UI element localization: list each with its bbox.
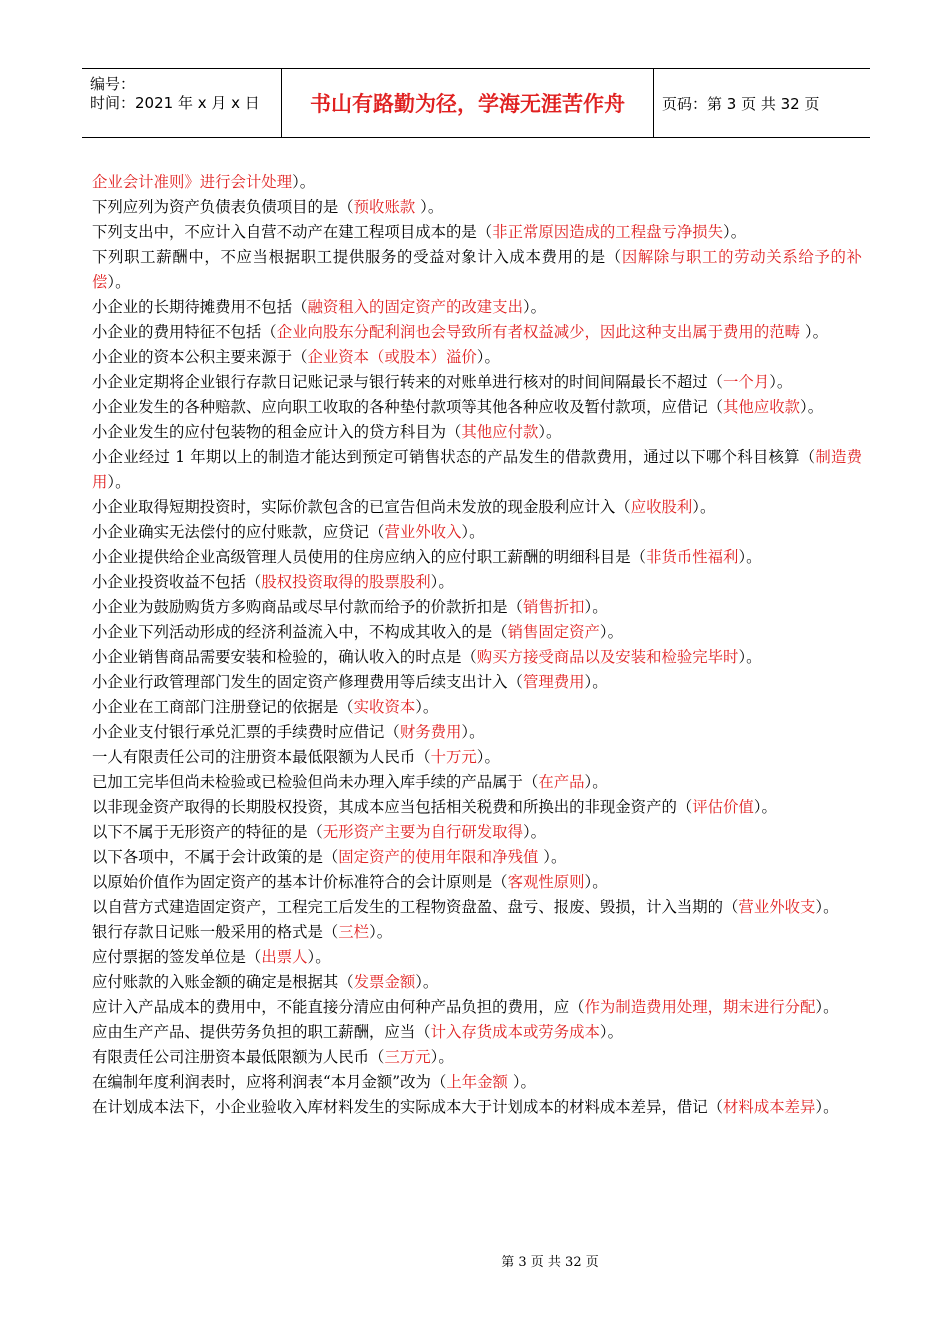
page-header xyxy=(82,68,870,138)
question-text: 小企业发生的应付包装物的租金应计入的贷方科目为（ xyxy=(92,423,462,441)
question-text: 下列应列为资产负债表负债项目的是（ xyxy=(92,198,354,216)
answer-text: 评估价值 xyxy=(692,798,754,816)
answer-text: 材料成本差异 xyxy=(723,1098,816,1116)
question-item xyxy=(92,1020,862,1045)
answer-text: 财务费用 xyxy=(399,723,462,741)
answer-text: 作为制造费用处理，期末进行分配 xyxy=(584,998,816,1016)
answer-text: 制造费用 xyxy=(92,448,862,491)
answer-text: 十万元 xyxy=(430,748,477,766)
question-text: 应计入产品成本的费用中，不能直接分清应由何种产品负担的费用，应（ xyxy=(92,998,585,1016)
question-text: 应付账款的入账金额的确定是根据其（ xyxy=(92,973,354,991)
question-closing: ）。 xyxy=(538,848,567,866)
question-text: 小企业投资收益不包括（ xyxy=(92,573,262,591)
question-text: 有限责任公司注册资本最低限额为人民币（ xyxy=(92,1048,385,1066)
answer-text: 应收股利 xyxy=(630,498,693,516)
question-item xyxy=(92,920,862,945)
question-text: 小企业的费用特征不包括（ xyxy=(92,323,277,341)
question-item xyxy=(92,345,862,370)
answer-text: 预收账款 xyxy=(353,198,416,216)
question-item xyxy=(92,395,862,420)
question-text: 一人有限责任公司的注册资本最低限额为人民币（ xyxy=(92,748,431,766)
question-closing: ）。 xyxy=(107,273,131,291)
question-closing: ）。 xyxy=(369,923,393,941)
answer-text: 出票人 xyxy=(261,948,308,966)
question-closing: ）。 xyxy=(723,223,747,241)
question-text: 银行存款日记账一般采用的格式是（ xyxy=(92,923,339,941)
question-item xyxy=(92,620,862,645)
question-text: 小企业取得短期投资时，实际价款包含的已宣告但尚未发放的现金股利应计入（ xyxy=(92,498,631,516)
question-text: 小企业提供给企业高级管理人员使用的住房应纳入的应付职工薪酬的明细科目是（ xyxy=(92,548,647,566)
question-text: 小企业经过 1 年期以上的制造才能达到预定可销售状态的产品发生的借款费用，通过以下哪个科目核算（ xyxy=(92,448,816,466)
question-text: 小企业定期将企业银行存款日记账记录与银行转来的对账单进行核对的时间间隔最长不超过（ xyxy=(92,373,724,391)
question-closing: ）。 xyxy=(815,898,839,916)
question-closing: ）。 xyxy=(292,173,316,191)
answer-text: 计入存货成本或劳务成本 xyxy=(430,1023,600,1041)
answer-text: 非货币性福利 xyxy=(646,548,739,566)
question-item xyxy=(92,695,862,720)
answer-text: 其他应收款 xyxy=(723,398,800,416)
question-text: 小企业支付银行承兑汇票的手续费时应借记（ xyxy=(92,723,400,741)
question-text: 小企业发生的各种赔款、应向职工收取的各种垫付款项等其他各种应收及暂付款项，应借记（ xyxy=(92,398,724,416)
question-item xyxy=(92,495,862,520)
question-text: 以非现金资产取得的长期股权投资，其成本应当包括相关税费和所换出的非现金资产的（ xyxy=(92,798,693,816)
answer-text: 企业向股东分配利润也会导致所有者权益减少，因此这种支出属于费用的范畴 xyxy=(276,323,800,341)
question-item xyxy=(92,995,862,1020)
question-text: 小企业的长期待摊费用不包括（ xyxy=(92,298,308,316)
question-text: 以自营方式建造固定资产，工程完工后发生的工程物资盘盈、盘亏、报废、毁损，计入当期的（ xyxy=(92,898,739,916)
question-closing: ）。 xyxy=(599,623,624,641)
question-item xyxy=(92,945,862,970)
answer-text: 一个月 xyxy=(723,373,770,391)
answer-text: 销售折扣 xyxy=(522,598,585,616)
question-item xyxy=(92,745,862,770)
question-item xyxy=(92,645,862,670)
answer-text: 上年金额 xyxy=(446,1073,508,1091)
header-meta xyxy=(82,69,282,137)
question-closing: ）。 xyxy=(461,723,485,741)
question-closing: ）。 xyxy=(107,473,131,491)
question-closing: ）。 xyxy=(476,348,500,366)
answer-text: 固定资产的使用年限和净残值 xyxy=(338,848,539,866)
question-text: 在计划成本法下，小企业验收入库材料发生的实际成本大于计划成本的材料成本差异，借记（ xyxy=(92,1098,724,1116)
question-item xyxy=(92,370,862,395)
question-item xyxy=(92,845,862,870)
question-item xyxy=(92,220,862,245)
answer-text: 实收资本 xyxy=(353,698,416,716)
question-closing: ）。 xyxy=(815,1098,839,1116)
question-closing: ）。 xyxy=(753,798,777,816)
question-text: 以下不属于无形资产的特征的是（ xyxy=(92,823,323,841)
question-closing: ）。 xyxy=(507,1073,536,1091)
question-item xyxy=(92,520,862,545)
question-item xyxy=(92,770,862,795)
question-item xyxy=(92,595,862,620)
question-text: 应由生产产品、提供劳务负担的职工薪酬，应当（ xyxy=(92,1023,431,1041)
question-closing: ）。 xyxy=(307,948,331,966)
answer-text: 营业外收支 xyxy=(738,898,816,916)
question-text: 小企业在工商部门注册登记的依据是（ xyxy=(92,698,354,716)
question-text: 下列职工薪酬中，不应当根据职工提供服务的受益对象计入成本费用的是（ xyxy=(92,248,622,266)
question-text: 已加工完毕但尚未检验或已检验但尚未办理入库手续的产品属于（ xyxy=(92,773,539,791)
answer-text: 三万元 xyxy=(384,1048,431,1066)
question-text: 小企业下列活动形成的经济利益流入中，不构成其收入的是（ xyxy=(92,623,508,641)
answer-text: 股权投资取得的股票股利 xyxy=(261,573,431,591)
question-item xyxy=(92,1095,862,1120)
question-closing: ）。 xyxy=(476,748,500,766)
answer-text: 销售固定资产 xyxy=(507,623,600,641)
answer-text: 企业资本（或股本）溢价 xyxy=(307,348,477,366)
answer-text: 无形资产主要为自行研发取得 xyxy=(322,823,523,841)
question-item xyxy=(92,570,862,595)
answer-text: 三栏 xyxy=(338,923,370,941)
question-closing: ）。 xyxy=(415,698,439,716)
question-item xyxy=(92,195,862,220)
question-item xyxy=(92,1045,862,1070)
answer-text: 在产品 xyxy=(538,773,585,791)
question-closing: ）。 xyxy=(769,373,793,391)
question-closing: ）。 xyxy=(415,198,444,216)
question-closing: ）。 xyxy=(584,598,608,616)
question-closing: ）。 xyxy=(538,423,562,441)
answer-text: 管理费用 xyxy=(522,673,585,691)
answer-text: 发票金额 xyxy=(353,973,416,991)
answer-text: 其他应付款 xyxy=(461,423,539,441)
question-item xyxy=(92,895,862,920)
answer-text: 融资租入的固定资产的改建支出 xyxy=(307,298,523,316)
question-closing: ）。 xyxy=(815,998,839,1016)
question-item xyxy=(92,820,862,845)
document-number-label: 编号： xyxy=(90,75,136,93)
question-item xyxy=(92,870,862,895)
question-closing: ）。 xyxy=(800,323,828,341)
answer-text: 因解除与职工的劳动关系给予的补偿 xyxy=(92,248,862,291)
question-text: 在编制年度利润表时，应将利润表“本月金额”改为（ xyxy=(92,1073,447,1091)
question-item xyxy=(92,970,862,995)
question-text: 以下各项中，不属于会计政策的是（ xyxy=(92,848,339,866)
question-text: 应付票据的签发单位是（ xyxy=(92,948,262,966)
question-closing: ）。 xyxy=(522,823,547,841)
question-item xyxy=(92,170,862,195)
question-item xyxy=(92,420,862,445)
question-text: 小企业为鼓励购货方多购商品或尽早付款而给予的价款折扣是（ xyxy=(92,598,523,616)
question-closing: ）。 xyxy=(584,673,608,691)
header-page-info: 页码：第 3 页 共 32 页 xyxy=(662,94,820,113)
question-text: 小企业的资本公积主要来源于（ xyxy=(92,348,308,366)
question-text: 小企业销售商品需要安装和检验的，确认收入的时点是（ xyxy=(92,648,477,666)
question-item xyxy=(92,795,862,820)
answer-text: 购买方接受商品以及安装和检验完毕时 xyxy=(476,648,739,666)
question-closing: ）。 xyxy=(738,648,762,666)
question-text: 以原始价值作为固定资产的基本计价标准符合的会计原则是（ xyxy=(92,873,508,891)
question-closing: ）。 xyxy=(584,873,608,891)
header-motto: 书山有路勤为径，学海无涯苦作舟 xyxy=(282,69,654,137)
question-closing: ）。 xyxy=(430,573,454,591)
question-item xyxy=(92,670,862,695)
question-closing: ）。 xyxy=(800,398,824,416)
footer-page-number: 第 3 页 共 32 页 xyxy=(501,1255,599,1270)
question-closing: ）。 xyxy=(522,298,547,316)
question-closing: ）。 xyxy=(461,523,485,541)
question-closing: ）。 xyxy=(415,973,439,991)
question-closing: ）。 xyxy=(599,1023,624,1041)
answer-text: 企业会计准则》进行会计处理 xyxy=(92,173,293,191)
question-item xyxy=(92,295,862,320)
answer-text: 非正常原因造成的工程盘亏净损失 xyxy=(492,223,724,241)
question-text: 小企业行政管理部门发生的固定资产修理费用等后续支出计入（ xyxy=(92,673,523,691)
question-item xyxy=(92,245,862,295)
question-item xyxy=(92,720,862,745)
document-date: 时间：2021 年 x 月 x 日 xyxy=(90,94,260,112)
question-closing: ）。 xyxy=(430,1048,454,1066)
question-item xyxy=(92,320,862,345)
page-footer xyxy=(0,1251,950,1270)
question-item xyxy=(92,1070,862,1095)
question-text: 下列支出中，不应计入自营不动产在建工程项目成本的是（ xyxy=(92,223,493,241)
answer-text: 客观性原则 xyxy=(507,873,585,891)
question-item xyxy=(92,445,862,495)
question-closing: ）。 xyxy=(738,548,762,566)
question-closing: ）。 xyxy=(584,773,608,791)
answer-text: 营业外收入 xyxy=(384,523,462,541)
question-item xyxy=(92,545,862,570)
question-list xyxy=(92,170,862,1120)
question-text: 小企业确实无法偿付的应付账款，应贷记（ xyxy=(92,523,385,541)
question-closing: ）。 xyxy=(692,498,716,516)
